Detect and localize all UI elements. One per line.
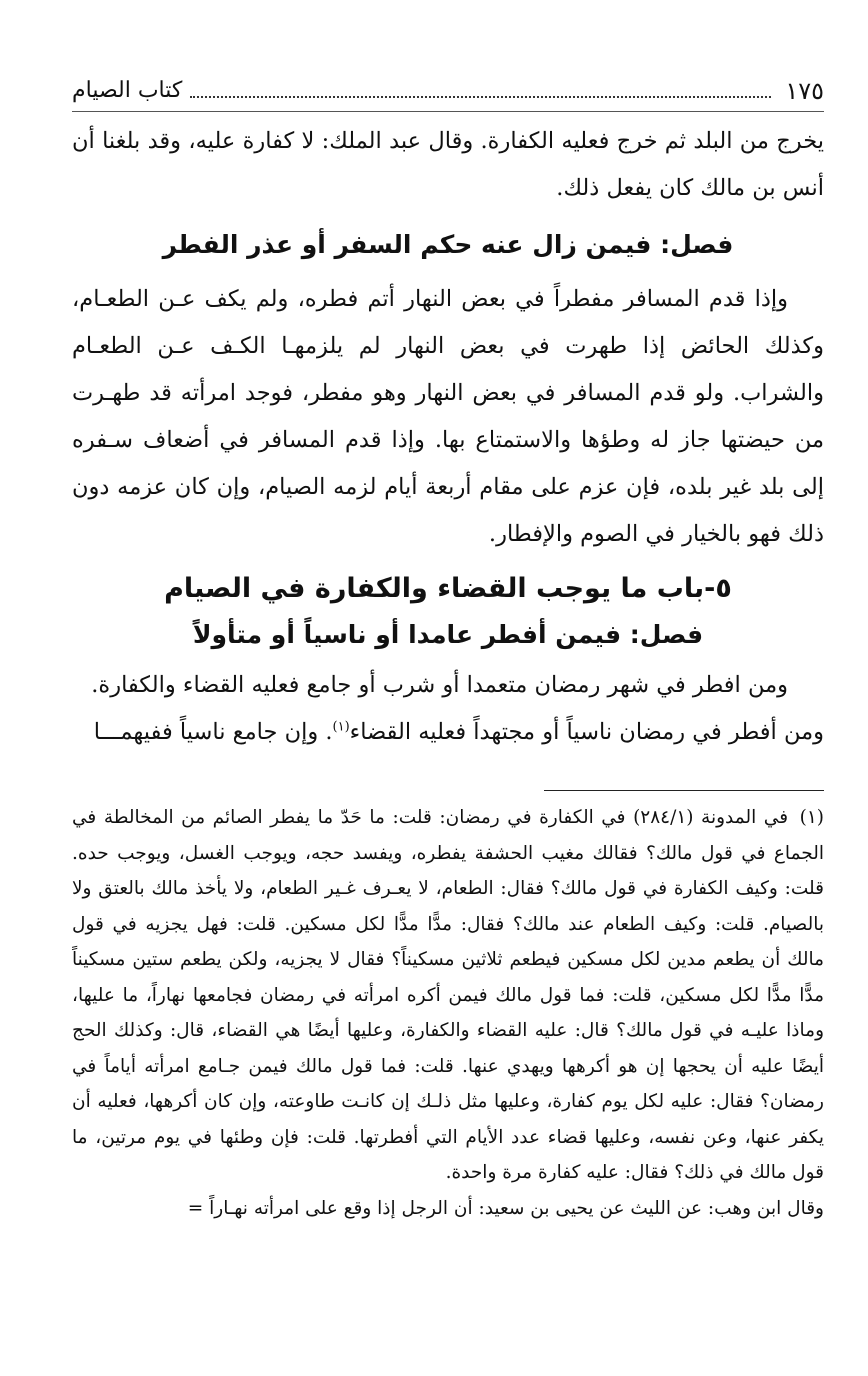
paragraph-traveler: وإذا قدم المسافر مفطراً في بعض النهار أتم فطره، ولم يكف عـن الطعـام، وكذلك الحائض إذا طهرت في بعض النهار لم يلزمهـا الكـف عـن الطعـام والشراب. ولو قدم المسافر في بعض النهار وهو مفطر، فوجد امرأته قد طهـرت من حيضتها جاز له وطؤها والاستمتاع بها. وإذا قدم المسافر في أضعاف سـفره إلى بلد غير بلده، فإن عزم على مقام أربعة أيام لزمه الصيام، وإن كان عزمه دون ذلك فهو بالخيار في الصوم والإفطار.: [72, 286, 824, 547]
book-title: كتاب الصيام: [72, 78, 183, 103]
footnote-label: (١): [799, 807, 824, 828]
paragraph-text-after-ref: . وإن جامع ناسياً ففيهمـــا: [93, 719, 333, 745]
running-header: [72, 66, 824, 106]
footnote-1: [72, 800, 824, 1191]
paragraph-deliberate-breaking: ومن افطر في شهر رمضان متعمدا أو شرب أو جامع فعليه القضاء والكفارة.: [91, 672, 788, 698]
footnote-1-continuation: وقال ابن وهب: عن الليث عن يحيى بن سعيد: أن الرجل إذا وقع على امرأته نهـاراً =: [187, 1197, 824, 1219]
paragraph-text-before-ref: ومن أفطر في رمضان ناسياً أو مجتهداً فعليه القضاء: [349, 719, 824, 745]
header-rule: [72, 111, 824, 112]
paragraph-continuation: يخرج من البلد ثم خرج فعليه الكفارة. وقال عبد الملك: لا كفارة عليه، وقد بلغنا أن أنس بن مالك كان يفعل ذلك.: [72, 128, 824, 201]
footnote-reference[interactable]: (١): [332, 719, 350, 735]
main-text: [72, 118, 824, 756]
page-number: ١٧٥: [785, 77, 824, 105]
header-leader-dots: [190, 95, 771, 98]
footnote-text: في المدونة (٢٨٤/١) في الكفارة في رمضان: قلت: ما حَدّ ما يفطر الصائم من المخالطة في الجماع في قول مالك؟ فقالك مغيب الحشفة يفطره، ويفسد حجه، ويوجب الغسل، ويوجب حده. قلت: وكيف الكفارة في قول مالك؟ فقال: الطعام، لا يعـرف غـير الطعام، ولا يأخذ مالك بالعتق ولا بالصيام. قلت: وكيف الطعام عند مالك؟ فقال: مدًّا مدًّا لكل مسكين. قلت: فهل يجزيه في قول مالك أن يطعم مدين لكل مسكين فيطعم ثلاثين مسكيناً؟ فقال لا يجزيه، ولكن يطعم ستين مسكيناً مدًّا مدًّا لكل مسكين، قلت: فما قول مالك فيمن أكره امرأته في رمضان فجامعها نهاراً، ما عليها، وماذا عليـه في قول مالك؟ قال: عليه القضاء والكفارة، وعليها أيضًا هي القضاء، قال: وكذلك الحج أيضًا عليه أن يحجها إن هو أكرهها ويهدي عنها. قلت: فما قول مالك فيمن جـامع امرأته أياماً في رمضان؟ فقال: عليه لكل يوم كفارة، وعليها مثل ذلـك إن كانـت طاوعته، وإن كان أكرهها، فعليه أن يكفر عنها، وعن نفسه، وعليها قضاء عدد الأيام التي أفطرتها. قلت: فإن وطئها في يوم مرتين، ما قول مالك في ذلك؟ فقال: عليه كفارة مرة واحدة.: [72, 807, 824, 1183]
chapter-heading: ٥-باب ما يوجب القضاء والكفارة في الصيام: [164, 573, 732, 604]
footnotes: [72, 800, 824, 1226]
section-heading-travel: فصل: فيمن زال عنه حكم السفر أو عذر الفطر: [162, 230, 734, 259]
footnote-separator: [544, 790, 824, 791]
paragraph-forgetful-breaking: [72, 709, 824, 756]
section-heading-breaking-fast: فصل: فيمن أفطر عامدا أو ناسياً أو متأولاً: [192, 620, 704, 649]
